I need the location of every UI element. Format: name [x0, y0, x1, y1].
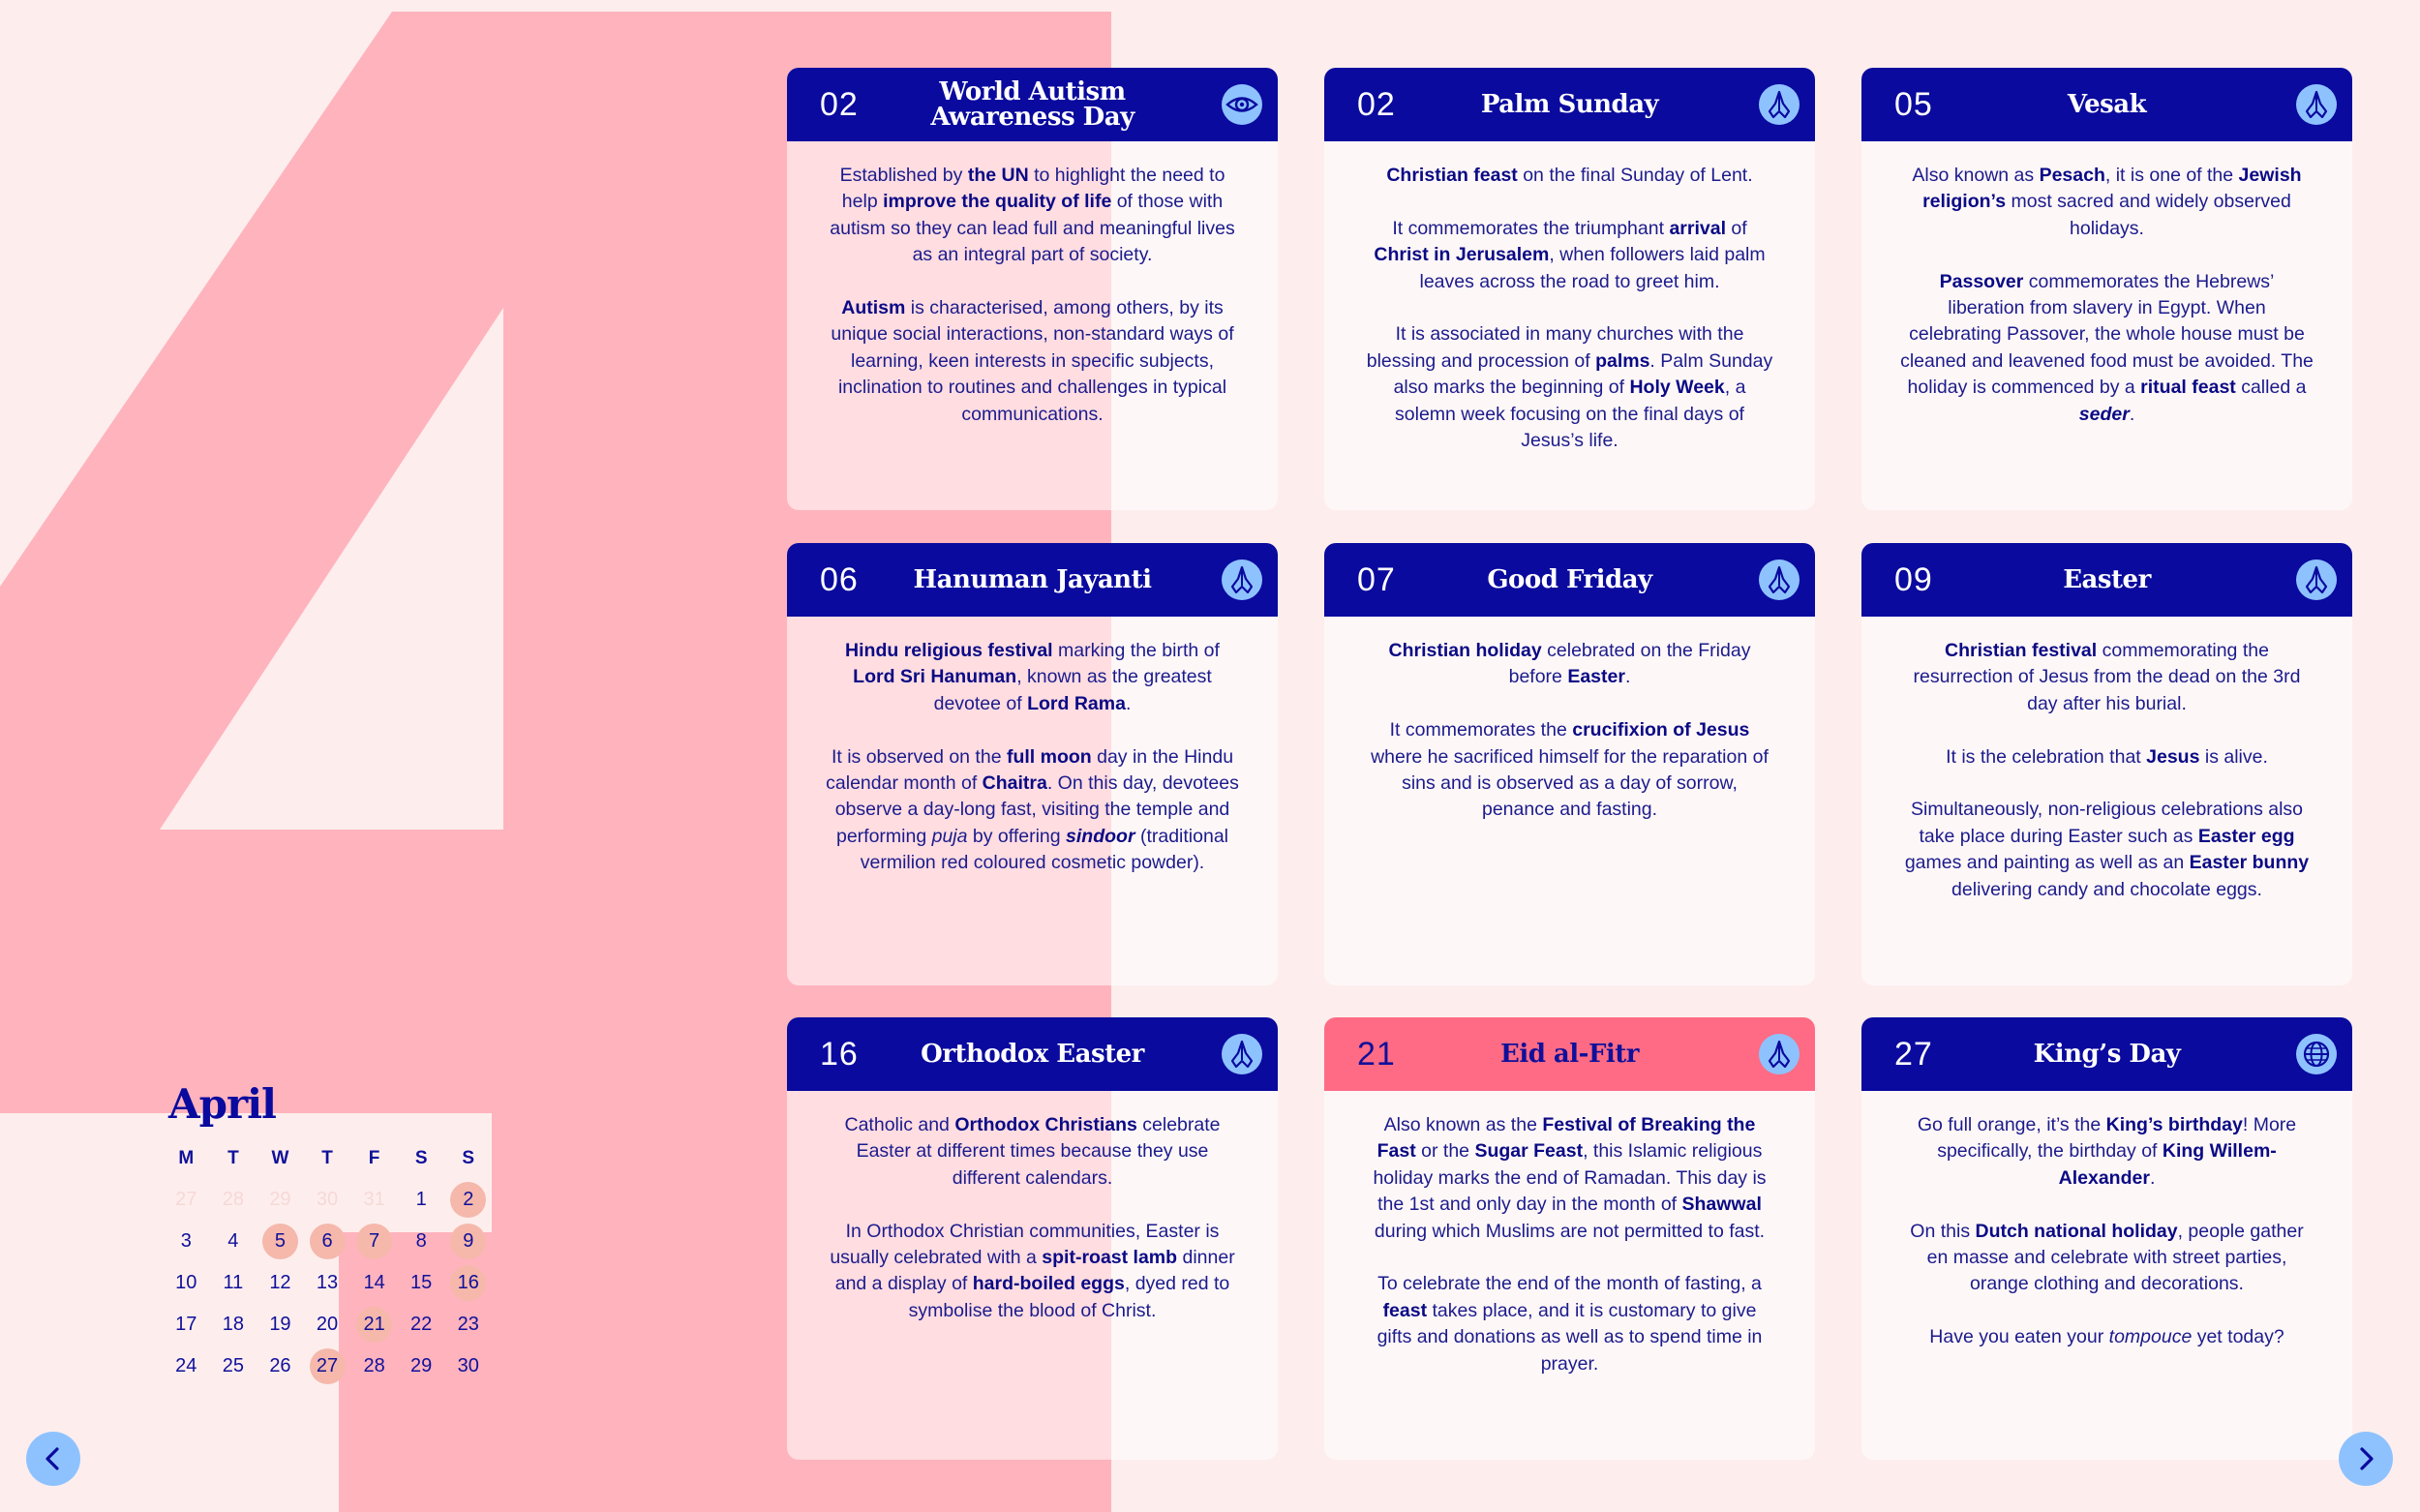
body-text: .	[2149, 1166, 2156, 1189]
calendar-day	[350, 1179, 398, 1221]
next-page-button[interactable]	[2339, 1432, 2393, 1486]
body-text: games and painting as well as an	[1904, 852, 2190, 874]
calendar-day	[304, 1262, 351, 1304]
card-title: Hanuman Jayanti	[913, 565, 1152, 594]
praying-hands-icon	[1759, 84, 1800, 125]
weekday-label: S	[462, 1147, 475, 1168]
weekday-label: W	[271, 1147, 289, 1168]
calendar-day-number: 15	[410, 1272, 433, 1293]
card-header	[1324, 68, 1815, 141]
emphasis-text: Christian holiday	[1388, 640, 1542, 661]
body-text: . On this day, devotees observe a day-long fast, visiting the temple and performing	[834, 772, 1239, 847]
emphasis-text: King Willem-Alexander	[2058, 1140, 2277, 1189]
body-text: .	[2129, 403, 2135, 425]
calendar-day-number: 30	[457, 1355, 479, 1376]
calendar-day-number: 27	[316, 1355, 339, 1376]
emphasis-text: Easter	[1567, 666, 1625, 688]
calendar-day-number: 29	[410, 1355, 433, 1376]
body-text: or the	[1415, 1140, 1475, 1163]
calendar-day	[257, 1179, 304, 1221]
calendar-day	[163, 1221, 210, 1262]
calendar-day-number: 28	[363, 1355, 385, 1376]
card-title: Eid al-Fitr	[1500, 1040, 1639, 1069]
calendar-day-number: 7	[369, 1230, 380, 1252]
card-description	[1324, 141, 1815, 454]
card-paragraph	[1363, 717, 1776, 824]
body-text: most sacred and widely observed holidays.	[2006, 191, 2291, 239]
body-text: takes place, and it is customary to give gifts and donations as well as to spend time in prayer.	[1376, 1299, 1763, 1375]
card-header	[787, 543, 1278, 617]
chevron-right-icon	[2351, 1444, 2380, 1473]
body-text: , a solemn week focusing on the final days of Jesus’s life.	[1395, 377, 1746, 452]
body-text: yet today?	[2192, 1326, 2284, 1348]
card-paragraph	[1900, 797, 2314, 903]
card-title: World Autism Awareness Day	[930, 77, 1134, 132]
body-text: .	[1125, 692, 1132, 714]
card-description	[1324, 617, 1815, 824]
card-paragraph	[1363, 1112, 1776, 1245]
body-text: is alive.	[2199, 745, 2268, 768]
body-text: Catholic and	[844, 1114, 955, 1135]
holiday-card-orthodox-easter[interactable]	[787, 1017, 1278, 1460]
calendar-day-highlighted[interactable]	[444, 1221, 492, 1262]
body-text: , people gather en masse and celebrate with street parties, orange clothing and decorations.	[1926, 1220, 2304, 1295]
emphasis-text: Orthodox Christians	[954, 1114, 1137, 1135]
body-text: to highlight the need to help	[841, 165, 1225, 213]
card-description	[1861, 141, 2352, 428]
emphasis-text: hard-boiled eggs	[972, 1273, 1125, 1295]
calendar-day-number: 17	[175, 1314, 197, 1335]
calendar-day-number: 25	[222, 1355, 244, 1376]
calendar-day-number: 31	[363, 1189, 385, 1210]
card-title: Easter	[2063, 565, 2151, 594]
body-text: marking the birth of	[1052, 640, 1220, 661]
body-text: It is associated in many churches with the blessing and procession of	[1366, 323, 1744, 372]
mini-calendar	[163, 1080, 492, 1387]
body-text: .	[1624, 666, 1631, 688]
calendar-day	[163, 1179, 210, 1221]
calendar-day	[350, 1346, 398, 1387]
holiday-card-hanuman-jayanti[interactable]	[787, 543, 1278, 985]
body-text: Also known as	[1912, 165, 2040, 186]
calendar-day	[210, 1304, 257, 1346]
calendar-day-highlighted[interactable]	[444, 1179, 492, 1221]
card-paragraph	[826, 1112, 1239, 1192]
praying-hands-icon	[2296, 84, 2337, 125]
calendar-day-number: 24	[175, 1355, 197, 1376]
body-text: commemorates the Hebrews’ liberation from slavery in Egypt. When celebrating Passover, the whole house must be cleaned and leavened food must be avoided. The holiday is commenced by a	[1900, 270, 2314, 399]
body-text: , dyed red to symbolise the blood of Christ.	[908, 1273, 1230, 1321]
calendar-day	[398, 1262, 445, 1304]
card-header	[787, 68, 1278, 141]
card-description	[787, 141, 1278, 428]
calendar-day-number: 6	[321, 1230, 333, 1252]
calendar-day-highlighted[interactable]	[257, 1221, 304, 1262]
card-header	[1861, 68, 2352, 141]
praying-hands-icon	[1222, 1034, 1262, 1074]
prev-page-button[interactable]	[26, 1432, 80, 1486]
calendar-day	[304, 1179, 351, 1221]
calendar-day-number: 27	[175, 1189, 197, 1210]
body-text: dinner and a display of	[834, 1247, 1235, 1295]
body-text: day in the Hindu calendar month of	[826, 745, 1234, 795]
body-text: Also known as the	[1383, 1114, 1543, 1135]
calendar-day-number: 19	[269, 1314, 291, 1335]
calendar-day-number: 20	[316, 1314, 339, 1335]
card-date: 09	[1894, 561, 1933, 598]
card-paragraph	[1900, 163, 2314, 242]
calendar-day-number: 5	[274, 1230, 286, 1252]
card-description	[1861, 1091, 2352, 1351]
card-paragraph	[1900, 744, 2314, 771]
card-description	[1324, 1091, 1815, 1377]
emphasis-text: King’s birthday	[2105, 1114, 2243, 1135]
emphasis-text: crucifixion of Jesus	[1572, 719, 1750, 741]
calendar-day-number: 4	[227, 1230, 239, 1252]
emphasis-text: palms	[1595, 349, 1650, 372]
calendar-day-number: 26	[269, 1355, 291, 1376]
calendar-day-number: 1	[415, 1189, 427, 1210]
emphasis-text: Pesach	[2039, 165, 2105, 186]
card-header	[1324, 1017, 1815, 1091]
holiday-card-palm-sunday[interactable]	[1324, 68, 1815, 510]
calendar-day	[257, 1262, 304, 1304]
calendar-day	[210, 1179, 257, 1221]
calendar-day	[304, 1304, 351, 1346]
calendar-day-number: 23	[457, 1314, 479, 1335]
calendar-month-title: April	[168, 1080, 276, 1128]
body-text: It commemorates the triumphant	[1392, 217, 1670, 239]
card-header	[1324, 543, 1815, 617]
emphasis-text: Easter egg	[2197, 825, 2295, 847]
emphasis-text: Christian festival	[1945, 640, 2098, 661]
calendar-day	[257, 1304, 304, 1346]
emphasis-text: Christ in Jerusalem	[1374, 244, 1550, 266]
weekday-label: M	[178, 1147, 195, 1168]
calendar-day-number: 21	[363, 1314, 385, 1335]
emphasis-text: Sugar Feast	[1474, 1140, 1584, 1163]
emphasis-text: spit-roast lamb	[1042, 1247, 1178, 1269]
emphasis-text: Autism	[841, 297, 906, 319]
card-description	[787, 617, 1278, 877]
emphasis-text: Christian feast	[1386, 165, 1518, 186]
calendar-day-number: 16	[457, 1272, 479, 1293]
card-header	[1861, 1017, 2352, 1091]
card-paragraph	[1363, 638, 1776, 691]
praying-hands-icon	[1759, 1034, 1800, 1074]
calendar-day-number: 22	[410, 1314, 433, 1335]
card-paragraph	[826, 638, 1239, 717]
body-text: To celebrate the end of the month of fasting, a	[1377, 1273, 1762, 1295]
calendar-day-number: 11	[223, 1272, 244, 1293]
calendar-day	[398, 1304, 445, 1346]
emphasis-text: seder	[2078, 403, 2130, 425]
card-date: 05	[1894, 86, 1933, 123]
body-text: , it is one of the	[2104, 165, 2239, 186]
weekday-label: T	[321, 1147, 333, 1168]
calendar-day-number: 8	[415, 1230, 427, 1252]
calendar-day-highlighted[interactable]	[304, 1221, 351, 1262]
body-text: Established by	[839, 165, 968, 186]
emphasis-text: the UN	[967, 165, 1029, 186]
card-description	[787, 1091, 1278, 1324]
card-date: 06	[820, 561, 859, 598]
emphasis-text: feast	[1382, 1299, 1428, 1321]
praying-hands-icon	[2296, 559, 2337, 600]
card-title: Orthodox Easter	[921, 1040, 1144, 1069]
calendar-day-highlighted[interactable]	[444, 1262, 492, 1304]
body-text: where he sacrificed himself for the reparation of sins and is observed as a day of sorrow, penance and fasting.	[1371, 745, 1769, 821]
holiday-card-eid-al-fitr[interactable]	[1324, 1017, 1815, 1460]
card-paragraph	[1900, 1219, 2314, 1298]
body-text: during which Muslims are not permitted to fast.	[1374, 1220, 1766, 1242]
body-text: of those with autism so they can lead full and meaningful lives as an integral part of society.	[830, 191, 1235, 266]
calendar-day	[257, 1346, 304, 1387]
emphasis-text: Shawwal	[1681, 1194, 1762, 1216]
body-text: It commemorates the	[1389, 719, 1573, 741]
body-text: on the final Sunday of Lent.	[1517, 165, 1753, 186]
card-title: Good Friday	[1487, 565, 1652, 594]
body-text: . Palm Sunday also marks the beginning of	[1393, 349, 1773, 399]
emphasis-text: Holy Week	[1629, 377, 1725, 399]
calendar-day-number: 18	[222, 1314, 244, 1335]
calendar-day-number: 3	[180, 1230, 192, 1252]
body-text: of	[1726, 217, 1747, 239]
emphasis-text: sindoor	[1066, 825, 1135, 847]
card-date: 02	[1357, 86, 1396, 123]
body-text: is characterised, among others, by its unique social interactions, non-standard ways of learning, keen interests in specific subjects, inclination to routines and challenges in typical communications.	[831, 297, 1234, 425]
body-text: It is observed on the	[831, 745, 1007, 768]
card-header	[1861, 543, 2352, 617]
calendar-day	[163, 1346, 210, 1387]
body-text: puja	[931, 825, 968, 847]
calendar-day	[163, 1304, 210, 1346]
card-paragraph	[826, 163, 1239, 269]
calendar-day	[210, 1221, 257, 1262]
body-text: It is the celebration that	[1946, 745, 2147, 768]
card-paragraph	[1363, 216, 1776, 295]
weekday-label: F	[368, 1147, 380, 1168]
weekday-label: S	[414, 1147, 428, 1168]
card-title: Palm Sunday	[1480, 90, 1659, 119]
card-paragraph	[1900, 638, 2314, 717]
calendar-day-number: 2	[463, 1189, 474, 1210]
body-text: , this Islamic religious holiday marks the end of Ramadan. This day is the 1st and only day in the month of	[1373, 1140, 1767, 1216]
card-description	[1861, 617, 2352, 903]
body-text: On this	[1910, 1220, 1976, 1242]
body-text: celebrated on the Friday before	[1508, 640, 1751, 688]
emphasis-text: ritual feast	[2140, 377, 2236, 399]
emphasis-text: Lord Rama	[1027, 692, 1126, 714]
holiday-card-world-autism-awareness-day[interactable]	[787, 68, 1278, 510]
card-paragraph	[1363, 1271, 1776, 1377]
emphasis-text: Hindu religious festival	[845, 640, 1053, 661]
body-text: , when followers laid palm leaves across the road to greet him.	[1419, 244, 1766, 292]
calendar-day-number: 14	[363, 1272, 385, 1293]
body-text: delivering candy and chocolate eggs.	[1951, 878, 2262, 900]
card-date: 27	[1894, 1036, 1933, 1073]
card-title: King’s Day	[2033, 1040, 2181, 1069]
calendar-week	[163, 1262, 492, 1304]
calendar-week	[163, 1304, 492, 1346]
calendar-day-number: 10	[175, 1272, 197, 1293]
body-text: commemorating the resurrection of Jesus from the dead on the 3rd day after his burial.	[1913, 640, 2301, 714]
emphasis-text: Jewish religion’s	[1922, 165, 2302, 213]
card-title: Vesak	[2067, 90, 2147, 119]
body-text: In Orthodox Christian communities, Easter is usually celebrated with a	[830, 1220, 1220, 1269]
body-text: celebrate Easter at different times because they use different calendars.	[856, 1114, 1221, 1189]
body-text: tompouce	[2108, 1326, 2193, 1348]
calendar-day	[163, 1262, 210, 1304]
card-paragraph	[1900, 1324, 2314, 1350]
body-text: Have you eaten your	[1929, 1326, 2109, 1348]
calendar-day-highlighted[interactable]	[350, 1304, 398, 1346]
card-paragraph	[826, 744, 1239, 877]
card-paragraph	[826, 1219, 1239, 1325]
calendar-day	[398, 1221, 445, 1262]
calendar-day	[398, 1179, 445, 1221]
calendar-day-number: 9	[463, 1230, 474, 1252]
card-paragraph	[1363, 321, 1776, 454]
praying-hands-icon	[1759, 559, 1800, 600]
body-text: Simultaneously, non-religious celebrations also take place during Easter such as	[1910, 799, 2304, 847]
body-text: ! More specifically, the birthday of	[1937, 1114, 2297, 1163]
card-date: 21	[1357, 1036, 1396, 1073]
calendar-day	[444, 1346, 492, 1387]
holiday-card-vesak[interactable]	[1861, 68, 2352, 510]
globe-icon	[2296, 1034, 2337, 1074]
calendar-day	[210, 1262, 257, 1304]
calendar-week	[163, 1346, 492, 1387]
card-paragraph	[826, 295, 1239, 428]
card-paragraph	[1900, 269, 2314, 428]
holiday-card-easter[interactable]	[1861, 543, 2352, 985]
body-text: Go full orange, it’s the	[1917, 1114, 2106, 1135]
card-paragraph	[1900, 1112, 2314, 1192]
body-text: by offering	[967, 825, 1067, 847]
eye-icon	[1222, 84, 1262, 125]
calendar-day-number: 12	[269, 1272, 291, 1293]
calendar-day	[350, 1262, 398, 1304]
emphasis-text: improve the quality of life	[883, 191, 1112, 213]
calendar-day	[398, 1346, 445, 1387]
chevron-left-icon	[39, 1444, 68, 1473]
calendar-day	[444, 1304, 492, 1346]
praying-hands-icon	[1222, 559, 1262, 600]
calendar-week	[163, 1221, 492, 1262]
emphasis-text: arrival	[1669, 217, 1726, 239]
calendar-day-number: 29	[269, 1189, 291, 1210]
calendar-day-number: 30	[316, 1189, 339, 1210]
emphasis-text: Easter bunny	[2189, 852, 2310, 874]
calendar-day	[210, 1346, 257, 1387]
emphasis-text: Festival of Breaking the Fast	[1376, 1114, 1756, 1163]
holiday-card-good-friday[interactable]	[1324, 543, 1815, 985]
emphasis-text: Lord Sri Hanuman	[853, 666, 1017, 688]
emphasis-text: Dutch national holiday	[1975, 1220, 2178, 1242]
calendar-day-highlighted[interactable]	[304, 1346, 351, 1387]
calendar-day-number: 28	[222, 1189, 244, 1210]
emphasis-text: Chaitra	[982, 772, 1047, 795]
holiday-card-king-s-day[interactable]	[1861, 1017, 2352, 1460]
card-date: 16	[820, 1036, 859, 1073]
emphasis-text: Passover	[1939, 270, 2024, 292]
calendar-grid	[163, 1137, 492, 1387]
calendar-day-number: 13	[316, 1272, 339, 1293]
card-paragraph	[1363, 163, 1776, 189]
weekday-header	[163, 1137, 492, 1179]
weekday-label: T	[227, 1147, 239, 1168]
calendar-day-highlighted[interactable]	[350, 1221, 398, 1262]
emphasis-text: full moon	[1006, 745, 1092, 768]
card-header	[787, 1017, 1278, 1091]
card-date: 02	[820, 86, 859, 123]
body-text: called a	[2235, 377, 2307, 399]
body-text: (traditional vermilion red coloured cosmetic powder).	[860, 825, 1228, 874]
calendar-week	[163, 1179, 492, 1221]
card-date: 07	[1357, 561, 1396, 598]
emphasis-text: Jesus	[2146, 745, 2200, 768]
body-text: , known as the greatest devotee of	[933, 666, 1212, 714]
